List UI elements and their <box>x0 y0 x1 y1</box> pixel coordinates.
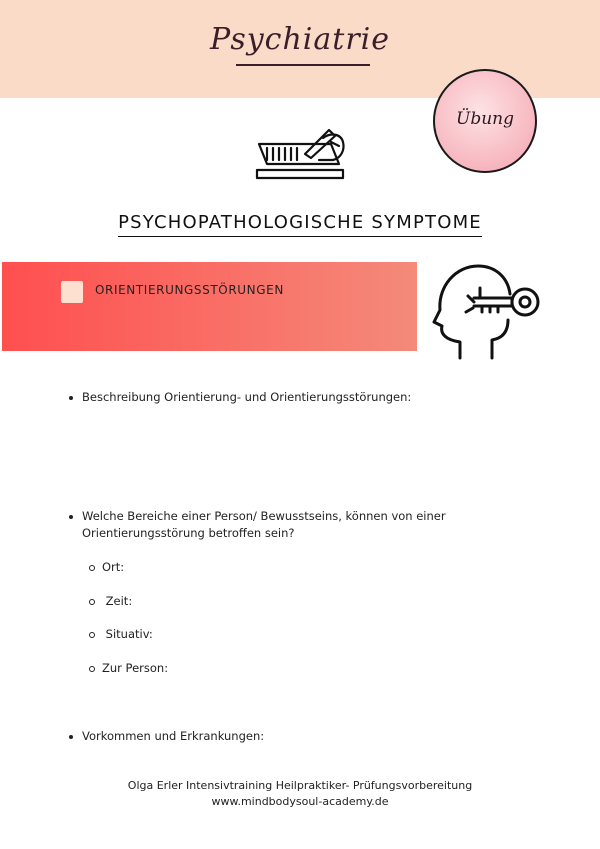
sub-item-label: Situativ: <box>102 627 153 641</box>
sub-item-zeit <box>102 594 132 608</box>
section-label: ORIENTIERUNGSSTÖRUNGEN <box>95 283 284 297</box>
sub-bullet-ring <box>89 632 95 638</box>
question-2 <box>82 508 446 542</box>
footer <box>0 778 600 810</box>
footer-website: www.mindbodysoul-academy.de <box>211 795 389 808</box>
bullet-dot <box>69 515 73 519</box>
badge-label: Übung <box>456 109 514 129</box>
head-key-icon <box>420 258 546 364</box>
sub-bullet-ring <box>89 599 95 605</box>
sub-item-zur-person <box>102 661 168 675</box>
question-3 <box>82 728 264 745</box>
section-checkbox[interactable] <box>61 281 83 303</box>
sub-item-label: Zeit: <box>102 594 133 608</box>
sub-item-label: Zur Person: <box>102 661 169 675</box>
section-banner <box>2 262 417 351</box>
question-2-line-1: Welche Bereiche einer Person/ Bewusstseins, können von einer <box>82 509 446 523</box>
header-title: Psychiatrie <box>209 22 391 57</box>
question-1 <box>82 389 411 406</box>
writing-hand-icon <box>253 124 349 184</box>
bullet-dot <box>69 396 73 400</box>
exercise-badge <box>433 69 537 173</box>
header-underline <box>236 64 370 66</box>
sub-item-label: Ort: <box>102 560 125 574</box>
sub-item-situativ <box>102 627 153 641</box>
question-1-text: Beschreibung Orientierung- und Orientierungsstörungen: <box>82 390 412 404</box>
bullet-dot <box>69 735 73 739</box>
page-title-text: PSYCHOPATHOLOGISCHE SYMPTOME <box>118 212 482 237</box>
question-3-text: Vorkommen und Erkrankungen: <box>82 729 265 743</box>
page-title <box>0 212 600 233</box>
sub-bullet-ring <box>89 666 95 672</box>
question-2-line-2: Orientierungsstörung betroffen sein? <box>82 526 295 540</box>
sub-item-ort <box>102 560 124 574</box>
footer-credit: Olga Erler Intensivtraining Heilpraktiker- Prüfungsvorbereitung <box>127 779 473 792</box>
sub-bullet-ring <box>89 565 95 571</box>
